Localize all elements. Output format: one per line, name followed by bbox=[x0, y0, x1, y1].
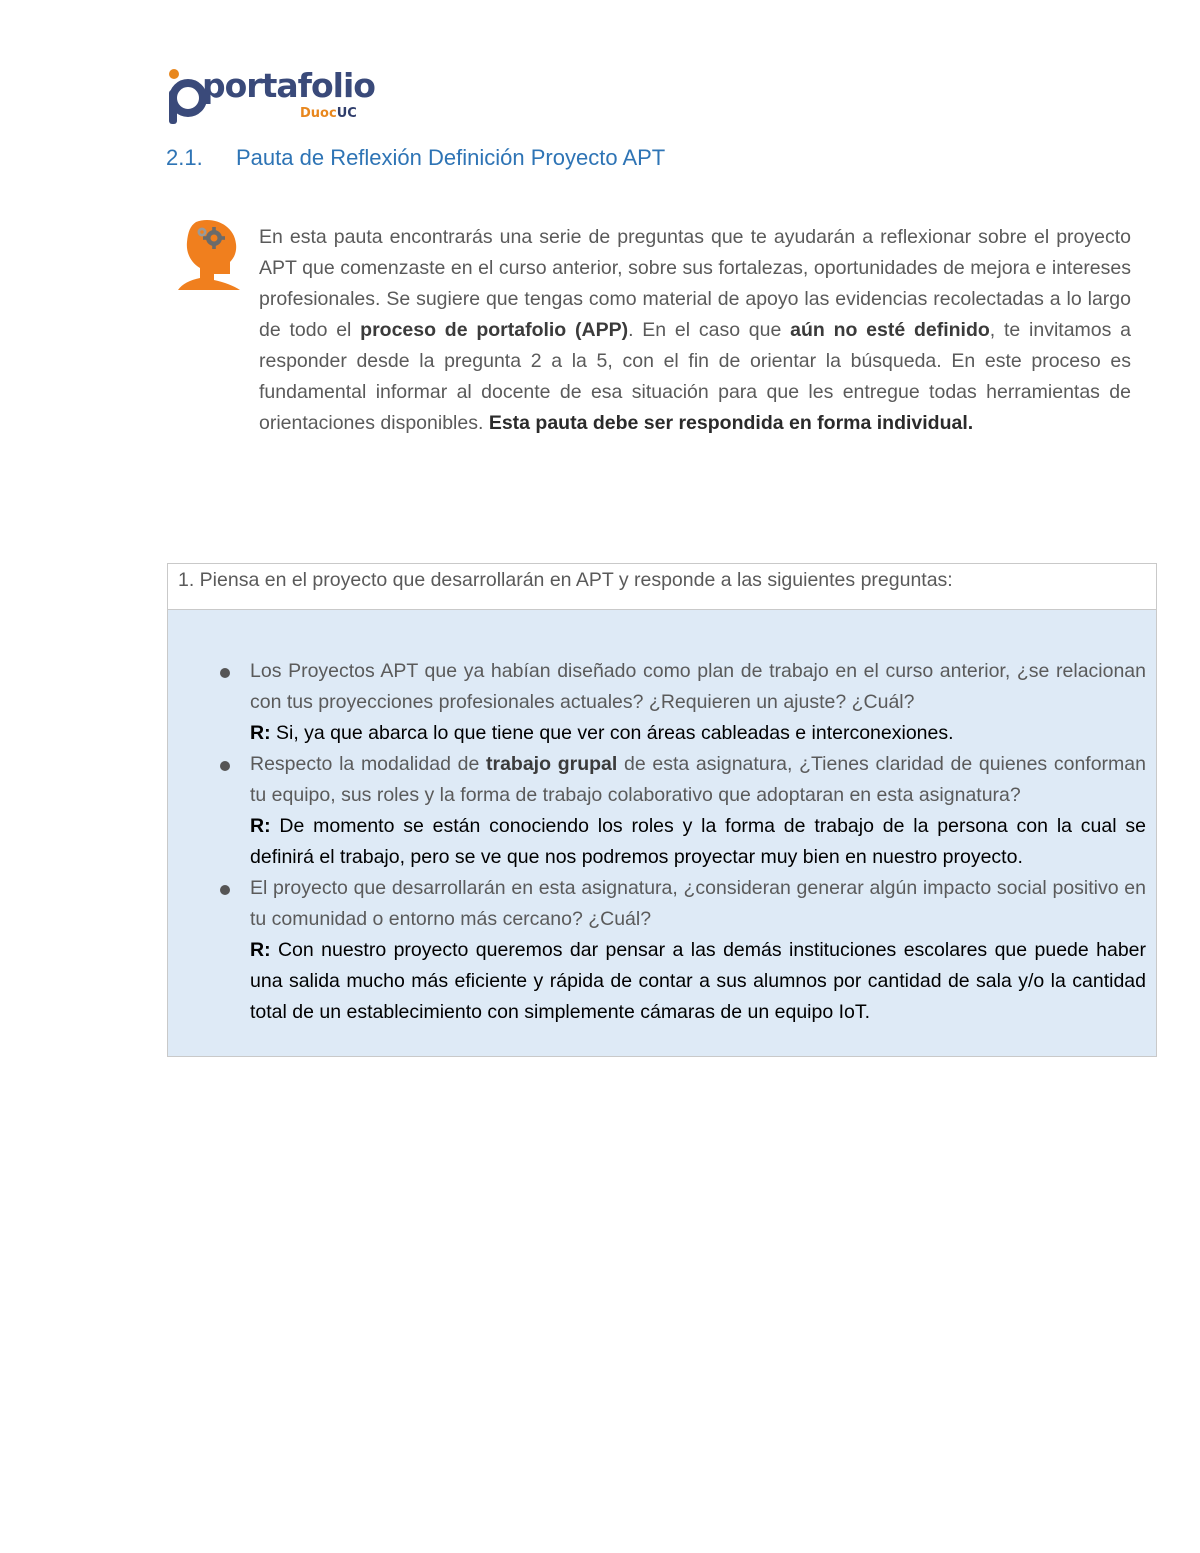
intro-text-3: , te invitamos a responder desde la pregunta 2 a la 5, con el fin de orientar la búsqueda. En este proceso es fundamental informar al docente de esa situación para que les entregue todas herramientas de orientaciones disponibles. bbox=[259, 319, 1132, 434]
answer-body: De momento se están conociendo los roles y la forma de trabajo de la persona con la cual se definirá el trabajo, pero se ve que nos podremos proyectar muy bien en nuestro proyecto. bbox=[250, 815, 1146, 868]
question-table-body bbox=[168, 610, 1156, 1056]
question-text-bold: trabajo grupal bbox=[486, 753, 618, 775]
section-heading bbox=[166, 145, 665, 171]
answer-text bbox=[250, 935, 1146, 1028]
answer-text bbox=[250, 811, 1146, 873]
answer-prefix: R: bbox=[250, 939, 271, 961]
intro-text-2: . En el caso que bbox=[628, 319, 791, 341]
logo-sub-brand-a: Duoc bbox=[300, 106, 337, 121]
portafolio-logo-mark-icon bbox=[166, 68, 206, 126]
intro-bold-portafolio: proceso de portafolio (APP) bbox=[360, 319, 629, 341]
logo-sub-brand bbox=[300, 106, 357, 121]
question-text bbox=[250, 656, 1146, 718]
bullet-icon bbox=[220, 761, 230, 771]
answer-text bbox=[250, 718, 1146, 749]
question-text-a: Los Proyectos APT que ya habían diseñado como plan de trabajo en el curso anterior, ¿se relacionan con tus proyecciones profesionales actuales? ¿Requieren un ajuste? ¿Cuál? bbox=[250, 660, 1146, 713]
intro-paragraph bbox=[259, 222, 1131, 439]
answer-prefix: R: bbox=[250, 815, 271, 837]
intro-text-1: En esta pauta encontrarás una serie de preguntas que te ayudarán a reflexionar sobre el proyecto APT que comenzaste en el curso anterior, sobre sus fortalezas, oportunidades de mejora e intereses profesionales. Se sugiere que tengas como material de apoyo las evidencias recolectadas a lo largo de todo el bbox=[259, 226, 1131, 341]
question-item bbox=[250, 656, 1146, 749]
question-text-a: El proyecto que desarrollarán en esta asignatura, ¿consideran generar algún impacto social positivo en tu comunidad o entorno más cercano? ¿Cuál? bbox=[250, 877, 1146, 930]
question-table-header: 1. Piensa en el proyecto que desarrollarán en APT y responde a las siguientes preguntas: bbox=[168, 564, 1156, 610]
bullet-icon bbox=[220, 668, 230, 678]
answer-body: Con nuestro proyecto queremos dar pensar a las demás instituciones escolares que puede haber una salida mucho más eficiente y rápida de contar a sus alumnos por cantidad de sala y/o la cantidad total de un establecimiento con simplemente cámaras de un equipo IoT. bbox=[250, 939, 1146, 1023]
question-text bbox=[250, 749, 1146, 811]
logo-sub-brand-b: UC bbox=[336, 106, 357, 121]
question-table bbox=[167, 563, 1157, 1057]
question-list bbox=[250, 656, 1146, 1028]
question-text bbox=[250, 873, 1146, 935]
question-text-c: de esta asignatura, ¿Tienes claridad de quienes conforman tu equipo, sus roles y la forma de trabajo colaborativo que adoptaran en esta asignatura? bbox=[250, 753, 1146, 806]
intro-bold-no-definido: aún no esté definido bbox=[790, 319, 990, 341]
portafolio-logo bbox=[166, 68, 382, 126]
head-gear-icon bbox=[178, 218, 242, 290]
intro-bold-individual: Esta pauta debe ser respondida en forma individual. bbox=[488, 412, 974, 434]
logo-wordmark: portafolio bbox=[202, 66, 375, 105]
question-text-a: Respecto la modalidad de bbox=[250, 753, 486, 775]
answer-body: Si, ya que abarca lo que tiene que ver con áreas cableadas e interconexiones. bbox=[270, 722, 954, 744]
question-item bbox=[250, 873, 1146, 1028]
section-number: 2.1. bbox=[166, 145, 203, 170]
question-item bbox=[250, 749, 1146, 873]
answer-prefix: R: bbox=[250, 722, 271, 744]
section-title: Pauta de Reflexión Definición Proyecto APT bbox=[236, 145, 666, 170]
bullet-icon bbox=[220, 885, 230, 895]
